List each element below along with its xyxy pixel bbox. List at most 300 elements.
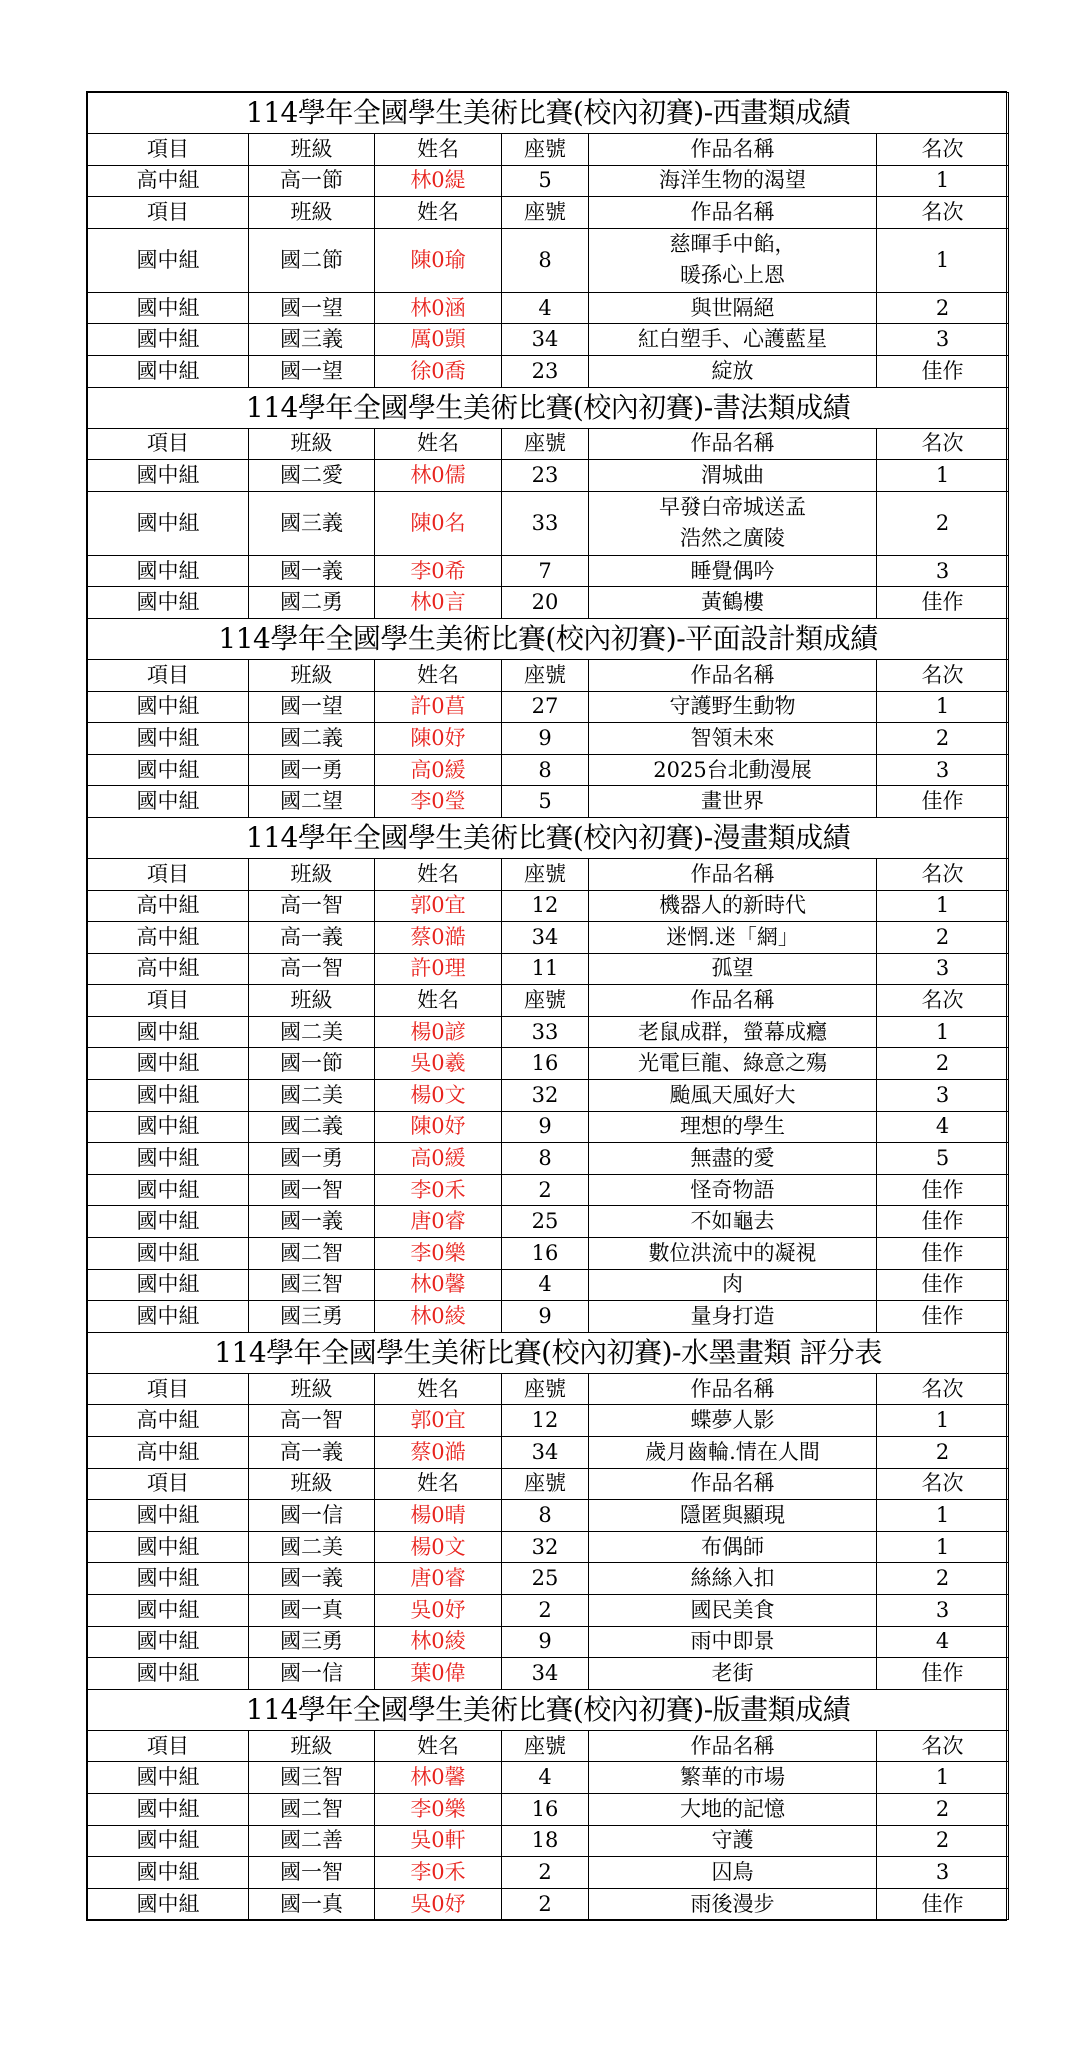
class-cell: 高一智 xyxy=(249,890,375,922)
class-cell: 國三義 xyxy=(249,491,375,555)
column-header-seat: 座號 xyxy=(502,197,589,229)
rank-cell: 2 xyxy=(877,1825,1009,1857)
division-cell: 國中組 xyxy=(88,555,249,587)
class-cell: 高一節 xyxy=(249,165,375,197)
artwork-title-line-2: 浩然之廣陵 xyxy=(680,526,785,551)
artwork-title-cell: 畫世界 xyxy=(589,786,877,818)
seat-number-cell: 33 xyxy=(502,1016,589,1048)
class-cell: 國三智 xyxy=(249,1762,375,1794)
class-cell: 國一真 xyxy=(249,1888,375,1920)
column-header-name: 姓名 xyxy=(375,1373,502,1405)
division-cell: 高中組 xyxy=(88,953,249,985)
class-cell: 國一望 xyxy=(249,292,375,324)
division-cell: 國中組 xyxy=(88,1174,249,1206)
table-row xyxy=(88,691,1009,723)
seat-number-cell: 2 xyxy=(502,1857,589,1889)
table-row xyxy=(88,754,1009,786)
table-row xyxy=(88,1626,1009,1658)
column-header-name: 姓名 xyxy=(375,858,502,890)
section-title: 114學年全國學生美術比賽(校內初賽)-書法類成績 xyxy=(88,387,1009,428)
table-row xyxy=(88,491,1009,555)
column-header-seat: 座號 xyxy=(502,134,589,166)
table-row xyxy=(88,292,1009,324)
results-sheet xyxy=(86,91,1007,1921)
student-name-cell: 吳0妤 xyxy=(375,1594,502,1626)
column-header-class: 班級 xyxy=(249,1373,375,1405)
artwork-title-cell: 黃鶴樓 xyxy=(589,587,877,619)
seat-number-cell: 7 xyxy=(502,555,589,587)
student-name-cell: 高0緩 xyxy=(375,754,502,786)
table-row xyxy=(88,555,1009,587)
student-name-cell: 陳0名 xyxy=(375,491,502,555)
class-cell: 國二智 xyxy=(249,1793,375,1825)
column-header-class: 班級 xyxy=(249,1730,375,1762)
table-row xyxy=(88,1888,1009,1920)
class-cell: 國一勇 xyxy=(249,754,375,786)
section-title-row xyxy=(88,387,1009,428)
rank-cell: 2 xyxy=(877,292,1009,324)
division-cell: 國中組 xyxy=(88,1048,249,1080)
division-cell: 國中組 xyxy=(88,228,249,292)
division-cell: 國中組 xyxy=(88,1888,249,1920)
artwork-title-cell: 布偶師 xyxy=(589,1531,877,1563)
table-row xyxy=(88,1793,1009,1825)
division-cell: 國中組 xyxy=(88,1080,249,1112)
seat-number-cell: 9 xyxy=(502,1301,589,1333)
seat-number-cell: 25 xyxy=(502,1563,589,1595)
column-header-seat: 座號 xyxy=(502,1373,589,1405)
column-header-seat: 座號 xyxy=(502,659,589,691)
student-name-cell: 陳0瑜 xyxy=(375,228,502,292)
student-name-cell: 郭0宜 xyxy=(375,890,502,922)
artwork-title-cell: 無盡的愛 xyxy=(589,1143,877,1175)
column-header-item: 項目 xyxy=(88,197,249,229)
division-cell: 國中組 xyxy=(88,355,249,387)
class-cell: 國二美 xyxy=(249,1080,375,1112)
rank-cell: 佳作 xyxy=(877,786,1009,818)
class-cell: 國三智 xyxy=(249,1269,375,1301)
column-header-work: 作品名稱 xyxy=(589,1373,877,1405)
table-row xyxy=(88,1531,1009,1563)
section-title-row xyxy=(88,1689,1009,1730)
column-header-class: 班級 xyxy=(249,134,375,166)
division-cell: 國中組 xyxy=(88,1658,249,1690)
column-header-seat: 座號 xyxy=(502,1730,589,1762)
rank-cell: 3 xyxy=(877,1080,1009,1112)
division-cell: 高中組 xyxy=(88,165,249,197)
division-cell: 國中組 xyxy=(88,587,249,619)
artwork-title-cell: 繁華的市場 xyxy=(589,1762,877,1794)
artwork-title-cell: 孤望 xyxy=(589,953,877,985)
column-header-seat: 座號 xyxy=(502,858,589,890)
student-name-cell: 許0菖 xyxy=(375,691,502,723)
division-cell: 國中組 xyxy=(88,324,249,356)
class-cell: 國一節 xyxy=(249,1048,375,1080)
seat-number-cell: 2 xyxy=(502,1594,589,1626)
artwork-title-cell: 大地的記憶 xyxy=(589,1793,877,1825)
class-cell: 國二勇 xyxy=(249,587,375,619)
column-header-item: 項目 xyxy=(88,858,249,890)
class-cell: 國一信 xyxy=(249,1500,375,1532)
class-cell: 國二美 xyxy=(249,1016,375,1048)
class-cell: 國一勇 xyxy=(249,1143,375,1175)
rank-cell: 佳作 xyxy=(877,1269,1009,1301)
division-cell: 高中組 xyxy=(88,890,249,922)
column-header-row xyxy=(88,1730,1009,1762)
class-cell: 國三勇 xyxy=(249,1301,375,1333)
rank-cell: 佳作 xyxy=(877,587,1009,619)
class-cell: 國二智 xyxy=(249,1238,375,1270)
division-cell: 國中組 xyxy=(88,1563,249,1595)
division-cell: 高中組 xyxy=(88,1405,249,1437)
division-cell: 國中組 xyxy=(88,1531,249,1563)
student-name-cell: 高0緩 xyxy=(375,1143,502,1175)
class-cell: 國一望 xyxy=(249,691,375,723)
student-name-cell: 林0綾 xyxy=(375,1301,502,1333)
seat-number-cell: 12 xyxy=(502,890,589,922)
student-name-cell: 林0涵 xyxy=(375,292,502,324)
seat-number-cell: 5 xyxy=(502,786,589,818)
division-cell: 國中組 xyxy=(88,723,249,755)
column-header-work: 作品名稱 xyxy=(589,858,877,890)
rank-cell: 佳作 xyxy=(877,1888,1009,1920)
class-cell: 國二節 xyxy=(249,228,375,292)
student-name-cell: 吳0軒 xyxy=(375,1825,502,1857)
table-row xyxy=(88,1500,1009,1532)
artwork-title-cell: 理想的學生 xyxy=(589,1111,877,1143)
column-header-row xyxy=(88,428,1009,460)
division-cell: 國中組 xyxy=(88,691,249,723)
artwork-title-cell: 與世隔絕 xyxy=(589,292,877,324)
column-header-row xyxy=(88,1373,1009,1405)
table-row xyxy=(88,786,1009,818)
rank-cell: 2 xyxy=(877,491,1009,555)
rank-cell: 1 xyxy=(877,1500,1009,1532)
artwork-title-cell: 肉 xyxy=(589,1269,877,1301)
rank-cell: 2 xyxy=(877,723,1009,755)
column-header-class: 班級 xyxy=(249,197,375,229)
class-cell: 國一義 xyxy=(249,555,375,587)
table-row xyxy=(88,1016,1009,1048)
seat-number-cell: 34 xyxy=(502,1437,589,1469)
seat-number-cell: 25 xyxy=(502,1206,589,1238)
column-header-item: 項目 xyxy=(88,659,249,691)
table-row xyxy=(88,1857,1009,1889)
column-header-rank: 名次 xyxy=(877,1730,1009,1762)
seat-number-cell: 4 xyxy=(502,1269,589,1301)
column-header-rank: 名次 xyxy=(877,197,1009,229)
student-name-cell: 楊0文 xyxy=(375,1080,502,1112)
table-row xyxy=(88,723,1009,755)
rank-cell: 1 xyxy=(877,1531,1009,1563)
student-name-cell: 吳0妤 xyxy=(375,1888,502,1920)
division-cell: 高中組 xyxy=(88,922,249,954)
division-cell: 國中組 xyxy=(88,460,249,492)
column-header-item: 項目 xyxy=(88,1468,249,1500)
class-cell: 國三義 xyxy=(249,324,375,356)
seat-number-cell: 8 xyxy=(502,1143,589,1175)
column-header-name: 姓名 xyxy=(375,985,502,1017)
student-name-cell: 李0禾 xyxy=(375,1174,502,1206)
rank-cell: 1 xyxy=(877,1016,1009,1048)
artwork-title-cell: 機器人的新時代 xyxy=(589,890,877,922)
rank-cell: 1 xyxy=(877,165,1009,197)
section-title-row xyxy=(88,93,1009,134)
table-row xyxy=(88,890,1009,922)
seat-number-cell: 34 xyxy=(502,922,589,954)
column-header-seat: 座號 xyxy=(502,985,589,1017)
table-row xyxy=(88,1594,1009,1626)
table-row xyxy=(88,165,1009,197)
student-name-cell: 楊0諺 xyxy=(375,1016,502,1048)
student-name-cell: 葉0偉 xyxy=(375,1658,502,1690)
column-header-work: 作品名稱 xyxy=(589,1730,877,1762)
artwork-title-cell: 蝶夢人影 xyxy=(589,1405,877,1437)
division-cell: 國中組 xyxy=(88,292,249,324)
class-cell: 國二義 xyxy=(249,723,375,755)
student-name-cell: 林0儒 xyxy=(375,460,502,492)
rank-cell: 3 xyxy=(877,555,1009,587)
division-cell: 國中組 xyxy=(88,1594,249,1626)
artwork-title-cell xyxy=(589,491,877,555)
table-row xyxy=(88,1238,1009,1270)
table-row xyxy=(88,1143,1009,1175)
table-row xyxy=(88,1762,1009,1794)
seat-number-cell: 23 xyxy=(502,355,589,387)
seat-number-cell: 9 xyxy=(502,1111,589,1143)
table-row xyxy=(88,587,1009,619)
artwork-title-cell: 雨中即景 xyxy=(589,1626,877,1658)
column-header-rank: 名次 xyxy=(877,659,1009,691)
artwork-title-cell: 睡覺偶吟 xyxy=(589,555,877,587)
class-cell: 國二義 xyxy=(249,1111,375,1143)
student-name-cell: 楊0晴 xyxy=(375,1500,502,1532)
rank-cell: 1 xyxy=(877,228,1009,292)
class-cell: 高一智 xyxy=(249,953,375,985)
section-title: 114學年全國學生美術比賽(校內初賽)-漫畫類成績 xyxy=(88,817,1009,858)
seat-number-cell: 34 xyxy=(502,1658,589,1690)
table-row xyxy=(88,1563,1009,1595)
artwork-title-cell: 老街 xyxy=(589,1658,877,1690)
seat-number-cell: 20 xyxy=(502,587,589,619)
table-row xyxy=(88,460,1009,492)
column-header-item: 項目 xyxy=(88,134,249,166)
division-cell: 國中組 xyxy=(88,1269,249,1301)
rank-cell: 2 xyxy=(877,1048,1009,1080)
table-row xyxy=(88,1658,1009,1690)
class-cell: 國一智 xyxy=(249,1174,375,1206)
rank-cell: 佳作 xyxy=(877,1206,1009,1238)
student-name-cell: 李0瑩 xyxy=(375,786,502,818)
student-name-cell: 唐0睿 xyxy=(375,1563,502,1595)
class-cell: 國二望 xyxy=(249,786,375,818)
table-row xyxy=(88,1301,1009,1333)
artwork-title-cell: 紅白塑手、心護藍星 xyxy=(589,324,877,356)
seat-number-cell: 2 xyxy=(502,1174,589,1206)
artwork-title-line-1: 早發白帝城送孟 xyxy=(659,495,806,520)
column-header-work: 作品名稱 xyxy=(589,134,877,166)
student-name-cell: 林0馨 xyxy=(375,1269,502,1301)
artwork-title-line-1: 慈暉手中餡， xyxy=(669,232,796,257)
column-header-rank: 名次 xyxy=(877,1468,1009,1500)
artwork-title-cell: 智領未來 xyxy=(589,723,877,755)
artwork-title-cell: 歲月齒輪.情在人間 xyxy=(589,1437,877,1469)
division-cell: 國中組 xyxy=(88,491,249,555)
student-name-cell: 唐0睿 xyxy=(375,1206,502,1238)
artwork-title-cell: 綻放 xyxy=(589,355,877,387)
table-row xyxy=(88,1048,1009,1080)
division-cell: 國中組 xyxy=(88,1016,249,1048)
table-row xyxy=(88,355,1009,387)
column-header-class: 班級 xyxy=(249,985,375,1017)
seat-number-cell: 8 xyxy=(502,1500,589,1532)
table-row xyxy=(88,1174,1009,1206)
column-header-row xyxy=(88,858,1009,890)
division-cell: 國中組 xyxy=(88,1111,249,1143)
student-name-cell: 郭0宜 xyxy=(375,1405,502,1437)
rank-cell: 2 xyxy=(877,1563,1009,1595)
table-row xyxy=(88,1111,1009,1143)
division-cell: 國中組 xyxy=(88,1143,249,1175)
division-cell: 國中組 xyxy=(88,1238,249,1270)
class-cell: 高一義 xyxy=(249,922,375,954)
division-cell: 國中組 xyxy=(88,786,249,818)
section-title-row xyxy=(88,618,1009,659)
division-cell: 國中組 xyxy=(88,1500,249,1532)
column-header-item: 項目 xyxy=(88,428,249,460)
section-title: 114學年全國學生美術比賽(校內初賽)-版畫類成績 xyxy=(88,1689,1009,1730)
artwork-title-cell: 隱匿與顯現 xyxy=(589,1500,877,1532)
rank-cell: 佳作 xyxy=(877,1658,1009,1690)
class-cell: 國二善 xyxy=(249,1825,375,1857)
rank-cell: 4 xyxy=(877,1626,1009,1658)
rank-cell: 3 xyxy=(877,1594,1009,1626)
column-header-work: 作品名稱 xyxy=(589,1468,877,1500)
student-name-cell: 林0綾 xyxy=(375,1626,502,1658)
section-title: 114學年全國學生美術比賽(校內初賽)-平面設計類成績 xyxy=(88,618,1009,659)
column-header-class: 班級 xyxy=(249,659,375,691)
student-name-cell: 吳0羲 xyxy=(375,1048,502,1080)
rank-cell: 3 xyxy=(877,1857,1009,1889)
table-row xyxy=(88,1269,1009,1301)
section-title: 114學年全國學生美術比賽(校內初賽)-水墨畫類 評分表 xyxy=(88,1332,1009,1373)
artwork-title-cell: 不如龜去 xyxy=(589,1206,877,1238)
seat-number-cell: 4 xyxy=(502,1762,589,1794)
seat-number-cell: 12 xyxy=(502,1405,589,1437)
student-name-cell: 李0樂 xyxy=(375,1238,502,1270)
seat-number-cell: 16 xyxy=(502,1793,589,1825)
column-header-seat: 座號 xyxy=(502,1468,589,1500)
rank-cell: 1 xyxy=(877,1405,1009,1437)
artwork-title-cell: 守護 xyxy=(589,1825,877,1857)
division-cell: 國中組 xyxy=(88,1301,249,1333)
student-name-cell: 林0言 xyxy=(375,587,502,619)
student-name-cell: 李0樂 xyxy=(375,1793,502,1825)
column-header-item: 項目 xyxy=(88,1373,249,1405)
rank-cell: 5 xyxy=(877,1143,1009,1175)
artwork-title-cell: 怪奇物語 xyxy=(589,1174,877,1206)
division-cell: 國中組 xyxy=(88,1626,249,1658)
student-name-cell: 徐0喬 xyxy=(375,355,502,387)
column-header-class: 班級 xyxy=(249,428,375,460)
seat-number-cell: 11 xyxy=(502,953,589,985)
artwork-title-cell: 渭城曲 xyxy=(589,460,877,492)
table-row xyxy=(88,1825,1009,1857)
rank-cell: 佳作 xyxy=(877,1238,1009,1270)
seat-number-cell: 5 xyxy=(502,165,589,197)
artwork-title-cell: 雨後漫步 xyxy=(589,1888,877,1920)
column-header-rank: 名次 xyxy=(877,428,1009,460)
column-header-seat: 座號 xyxy=(502,428,589,460)
division-cell: 國中組 xyxy=(88,1825,249,1857)
column-header-name: 姓名 xyxy=(375,1468,502,1500)
seat-number-cell: 16 xyxy=(502,1048,589,1080)
class-cell: 國一智 xyxy=(249,1857,375,1889)
student-name-cell: 許0理 xyxy=(375,953,502,985)
division-cell: 國中組 xyxy=(88,1206,249,1238)
rank-cell: 2 xyxy=(877,1437,1009,1469)
class-cell: 國二愛 xyxy=(249,460,375,492)
seat-number-cell: 32 xyxy=(502,1531,589,1563)
rank-cell: 佳作 xyxy=(877,1301,1009,1333)
class-cell: 國二美 xyxy=(249,1531,375,1563)
column-header-name: 姓名 xyxy=(375,197,502,229)
artwork-title-cell: 海洋生物的渴望 xyxy=(589,165,877,197)
student-name-cell: 陳0妤 xyxy=(375,723,502,755)
column-header-class: 班級 xyxy=(249,1468,375,1500)
column-header-name: 姓名 xyxy=(375,134,502,166)
rank-cell: 佳作 xyxy=(877,355,1009,387)
column-header-item: 項目 xyxy=(88,1730,249,1762)
rank-cell: 1 xyxy=(877,460,1009,492)
table-row xyxy=(88,922,1009,954)
artwork-title-cell: 量身打造 xyxy=(589,1301,877,1333)
artwork-title-cell: 2025台北動漫展 xyxy=(589,754,877,786)
column-header-rank: 名次 xyxy=(877,1373,1009,1405)
seat-number-cell: 2 xyxy=(502,1888,589,1920)
column-header-row xyxy=(88,1468,1009,1500)
student-name-cell: 蔡0澔 xyxy=(375,922,502,954)
column-header-name: 姓名 xyxy=(375,1730,502,1762)
class-cell: 國一義 xyxy=(249,1563,375,1595)
rank-cell: 佳作 xyxy=(877,1174,1009,1206)
seat-number-cell: 34 xyxy=(502,324,589,356)
rank-cell: 1 xyxy=(877,691,1009,723)
seat-number-cell: 9 xyxy=(502,1626,589,1658)
column-header-work: 作品名稱 xyxy=(589,985,877,1017)
class-cell: 國一真 xyxy=(249,1594,375,1626)
seat-number-cell: 9 xyxy=(502,723,589,755)
column-header-row xyxy=(88,659,1009,691)
rank-cell: 3 xyxy=(877,953,1009,985)
table-row xyxy=(88,1405,1009,1437)
seat-number-cell: 18 xyxy=(502,1825,589,1857)
class-cell: 國三勇 xyxy=(249,1626,375,1658)
rank-cell: 4 xyxy=(877,1111,1009,1143)
column-header-row xyxy=(88,197,1009,229)
class-cell: 國一信 xyxy=(249,1658,375,1690)
table-row xyxy=(88,228,1009,292)
column-header-work: 作品名稱 xyxy=(589,428,877,460)
rank-cell: 2 xyxy=(877,1793,1009,1825)
division-cell: 高中組 xyxy=(88,1437,249,1469)
seat-number-cell: 32 xyxy=(502,1080,589,1112)
rank-cell: 3 xyxy=(877,754,1009,786)
column-header-name: 姓名 xyxy=(375,659,502,691)
division-cell: 國中組 xyxy=(88,1762,249,1794)
results-table-body xyxy=(88,93,1009,1920)
student-name-cell: 李0希 xyxy=(375,555,502,587)
